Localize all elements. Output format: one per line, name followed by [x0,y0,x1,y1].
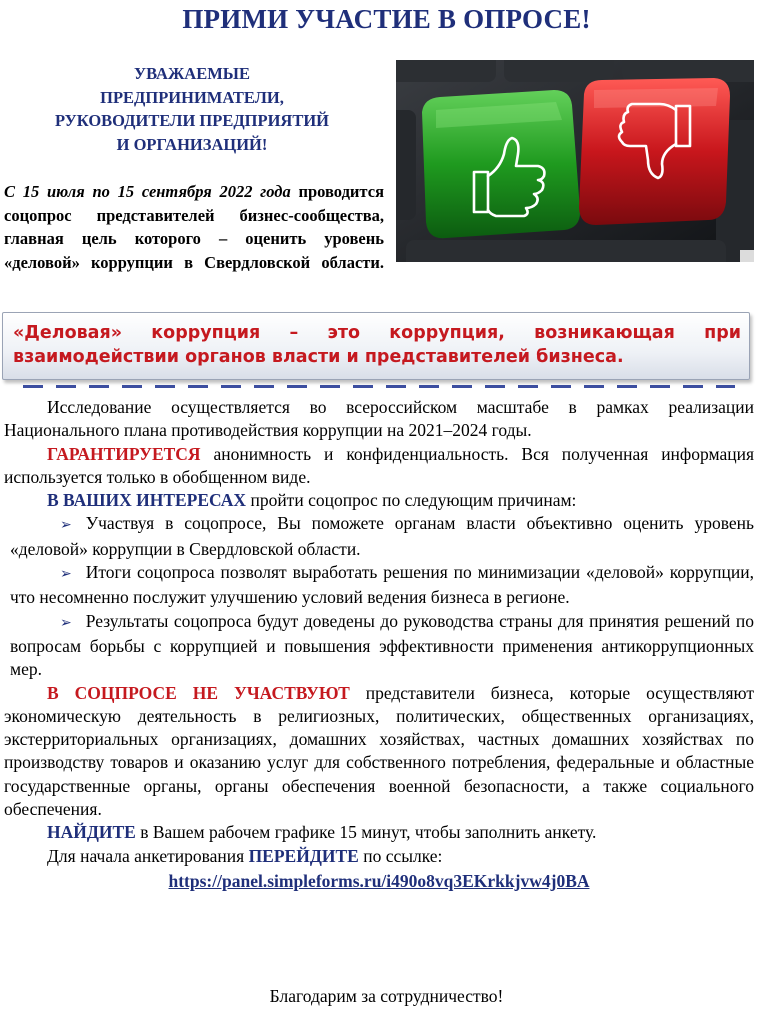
emphasis: ГАРАНТИРУЕТСЯ [47,443,201,464]
greeting-line: ПРЕДПРИНИМАТЕЛИ, [100,87,284,107]
list-item-text: Участвуя в соцопросе, Вы поможете органам власти объективно оценить уровень «деловой» коррупции в Свердловской области. [10,513,754,559]
paragraph [4,489,754,512]
greeting-line: УВАЖАЕМЫЕ [133,64,250,83]
keyboard-photo [396,60,754,262]
paragraph-text: по ссылке: [358,845,443,866]
arrow-bullet-icon: ➢ [60,567,72,583]
emphasis: НАЙДИТЕ [47,822,136,843]
paragraph [4,682,754,822]
dashed-divider [23,385,735,388]
paragraph-text: в Вашем рабочем графике 15 минут, чтобы заполнить анкету. [135,822,597,843]
thanks-text: Благодарим за сотрудничество! [269,986,504,1006]
paragraph: Исследование осуществляется во всероссийском масштабе в рамках реализации Национального плана противодействия коррупции на 2021–2024 годы. [4,397,754,441]
list-item [4,561,754,610]
red-key [579,78,730,225]
intro-dates: С 15 июля по 15 сентября 2022 года [4,182,291,201]
paragraph [4,821,754,844]
greeting-line: РУКОВОДИТЕЛИ ПРЕДПРИЯТИЙ [54,111,330,130]
paragraph-text: Для начала анкетирования [47,845,249,866]
list-item-text: Итоги соцопроса позволят выработать решения по минимизации «деловой» коррупции, что несомненно послужит улучшению условий ведения бизнеса в регионе. [10,562,754,608]
emphasis: В СОЦПРОСЕ НЕ УЧАСТВУЮТ [47,682,350,703]
survey-link[interactable]: https://panel.simpleforms.ru/i490o8vq3EKrkkjvw4j0BA [168,870,590,891]
intro-text: проводится соцопрос представителей бизнес-сообщества, главная цель которого – оценить уровень «деловой» коррупции в Свердловской области. [4,182,384,272]
arrow-bullet-icon: ➢ [60,518,72,534]
paragraph-text: анонимность и конфиденциальность. Вся полученная информация используется только в обобщенном виде. [4,443,754,487]
definition-text: «Деловая» коррупция – это коррупция, возникающая при взаимодействии органов власти и представителей бизнеса. [13,323,741,367]
paragraph-text: представители бизнеса, которые осуществляют экономическую деятельность в религиозных, политических, общественных организациях, экстерриториальных организациях, домашних хозяйствах, частных домашних хозяйствах по производству товаров и оказанию услуг для собственного потребления, федеральные и областные государственные органы, органы обеспечения военной безопасности, а также социального обеспечения. [4,682,754,820]
paragraph [4,845,754,868]
list-item [4,512,754,561]
main-text [4,396,754,893]
emphasis: В ВАШИХ ИНТЕРЕСАХ [47,490,247,511]
greeting [12,62,372,156]
survey-link-row [4,870,754,893]
list-item [4,610,754,682]
emphasis: ПЕРЕЙДИТЕ [248,845,359,866]
intro-paragraph [4,180,384,274]
page-title: ПРИМИ УЧАСТИЕ В ОПРОСЕ! [182,4,591,34]
list-item-text: Результаты соцопроса будут доведены до руководства страны для принятия решений по вопросам борьбы с коррупцией и повышения эффективности применения антикоррупционных мер. [10,610,754,680]
paragraph [4,443,754,490]
arrow-bullet-icon: ➢ [60,615,72,631]
definition-banner [2,312,750,380]
greeting-line: И ОРГАНИЗАЦИЙ! [116,134,268,154]
paragraph-text: пройти соцопрос по следующим причинам: [246,490,577,511]
